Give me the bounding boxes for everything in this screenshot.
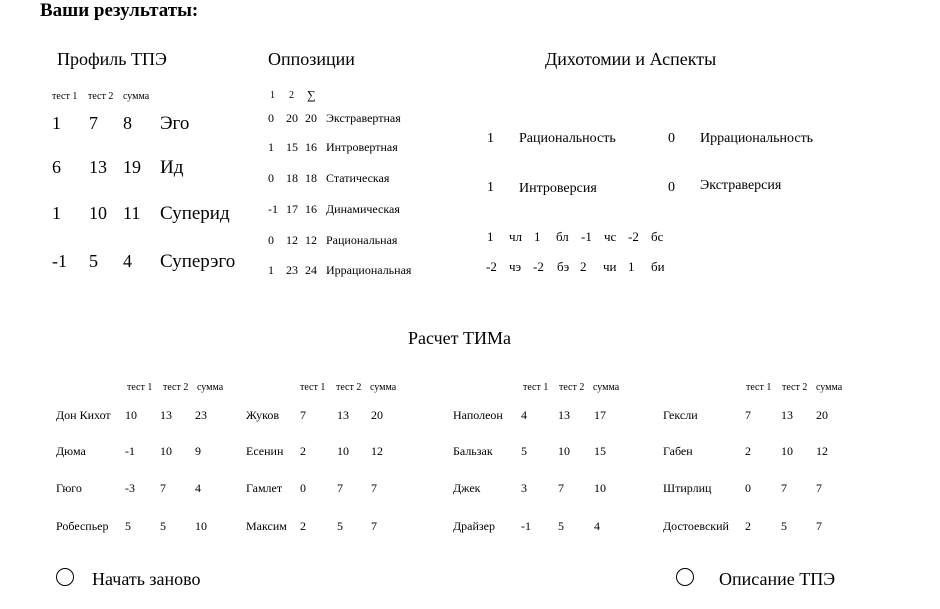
opp-sum-value: 24 bbox=[305, 263, 317, 277]
dichotomy-label: Интроверсия bbox=[519, 181, 597, 196]
opp-label: Динамическая bbox=[326, 202, 400, 216]
opp-col-1: 1 bbox=[270, 90, 275, 101]
opp-label: Статическая bbox=[326, 171, 390, 185]
opp-test2-value: 12 bbox=[286, 233, 298, 247]
dichotomies-heading: Дихотомии и Аспекты bbox=[545, 49, 717, 69]
profile-sum-value: 11 bbox=[123, 203, 141, 223]
opp-test1-value: 0 bbox=[268, 111, 274, 125]
opp-label: Рациональная bbox=[326, 233, 398, 247]
dichotomy-label: Экстраверсия bbox=[700, 178, 782, 193]
tim-type-name: Бальзак bbox=[453, 444, 493, 458]
tim-type-name: Джек bbox=[453, 481, 481, 495]
tim-test1-value: 0 bbox=[300, 481, 306, 495]
tim-col-test1: тест 1 bbox=[300, 382, 326, 393]
opp-test2-value: 20 bbox=[286, 111, 298, 125]
opp-test1-value: -1 bbox=[268, 202, 278, 216]
aspect-name: чл bbox=[509, 229, 523, 244]
oppositions-heading: Оппозиции bbox=[268, 49, 355, 69]
tim-type-name: Дон Кихот bbox=[56, 408, 111, 422]
aspect-value: -2 bbox=[628, 229, 639, 244]
restart-radio[interactable] bbox=[56, 568, 74, 586]
opp-sum-value: 12 bbox=[305, 233, 317, 247]
dichotomy-label: Рациональность bbox=[519, 131, 616, 146]
tim-test2-value: 13 bbox=[781, 408, 793, 422]
tim-test2-value: 7 bbox=[558, 481, 564, 495]
tim-sum-value: 10 bbox=[195, 519, 207, 533]
tim-test2-value: 13 bbox=[558, 408, 570, 422]
tim-col-test1: тест 1 bbox=[746, 382, 772, 393]
profile-test2-value: 7 bbox=[89, 113, 98, 133]
aspect-value: -1 bbox=[581, 229, 592, 244]
tim-type-name: Штирлиц bbox=[663, 481, 712, 495]
tim-sum-value: 7 bbox=[816, 481, 822, 495]
tim-type-name: Габен bbox=[663, 444, 693, 458]
tim-test2-value: 7 bbox=[160, 481, 166, 495]
aspect-name: чи bbox=[603, 259, 617, 274]
tim-sum-value: 12 bbox=[816, 444, 828, 458]
aspect-value: 1 bbox=[487, 229, 494, 244]
tim-type-name: Жуков bbox=[246, 408, 280, 422]
tim-sum-value: 4 bbox=[594, 519, 600, 533]
tim-test1-value: 0 bbox=[745, 481, 751, 495]
aspect-name: би bbox=[651, 259, 665, 274]
aspect-value: 1 bbox=[534, 229, 541, 244]
opp-test1-value: 1 bbox=[268, 140, 274, 154]
profile-sum-value: 4 bbox=[123, 251, 132, 271]
tim-type-name: Есенин bbox=[246, 444, 284, 458]
dichotomy-label: Иррациональность bbox=[700, 131, 814, 146]
tim-col-test2: тест 2 bbox=[163, 382, 189, 393]
opp-test2-value: 17 bbox=[286, 202, 298, 216]
tim-type-name: Дюма bbox=[56, 444, 86, 458]
profile-col-sum: сумма bbox=[123, 91, 150, 102]
profile-test2-value: 10 bbox=[89, 203, 107, 223]
tim-sum-value: 20 bbox=[371, 408, 383, 422]
tim-test1-value: 2 bbox=[300, 519, 306, 533]
profile-function-label: Эго bbox=[160, 113, 190, 134]
opp-sum-value: 16 bbox=[305, 202, 317, 216]
tim-type-name: Наполеон bbox=[453, 408, 503, 422]
opp-test1-value: 1 bbox=[268, 263, 274, 277]
tim-col-sum: сумма bbox=[197, 382, 224, 393]
tim-test2-value: 7 bbox=[337, 481, 343, 495]
tim-test1-value: -3 bbox=[125, 481, 135, 495]
tim-sum-value: 15 bbox=[594, 444, 606, 458]
tim-sum-value: 17 bbox=[594, 408, 606, 422]
tim-test2-value: 10 bbox=[558, 444, 570, 458]
dichotomy-value: 1 bbox=[487, 131, 494, 146]
aspect-value: -2 bbox=[533, 259, 544, 274]
opp-test1-value: 0 bbox=[268, 171, 274, 185]
restart-button[interactable]: Начать заново bbox=[92, 569, 201, 589]
tim-col-test1: тест 1 bbox=[127, 382, 153, 393]
opp-col-2: 2 bbox=[289, 90, 294, 101]
opp-label: Интровертная bbox=[326, 140, 398, 154]
aspect-name: бс bbox=[651, 229, 664, 244]
tim-type-name: Достоевский bbox=[663, 519, 729, 533]
opp-test2-value: 15 bbox=[286, 140, 298, 154]
tim-type-name: Драйзер bbox=[453, 519, 495, 533]
opp-test2-value: 23 bbox=[286, 263, 298, 277]
opp-sum-value: 16 bbox=[305, 140, 317, 154]
profile-test2-value: 5 bbox=[89, 251, 98, 271]
tim-type-name: Гюго bbox=[56, 481, 82, 495]
tim-sum-value: 20 bbox=[816, 408, 828, 422]
profile-heading: Профиль ТПЭ bbox=[57, 49, 167, 69]
tim-sum-value: 7 bbox=[371, 519, 377, 533]
tim-test1-value: 4 bbox=[521, 408, 527, 422]
profile-test1-value: 6 bbox=[52, 157, 61, 177]
tim-test2-value: 5 bbox=[558, 519, 564, 533]
profile-col-test2: тест 2 bbox=[88, 91, 114, 102]
profile-function-label: Суперэго bbox=[160, 251, 236, 272]
tim-sum-value: 9 bbox=[195, 444, 201, 458]
profile-function-label: Суперид bbox=[160, 203, 230, 224]
profile-function-label: Ид bbox=[160, 157, 184, 178]
description-button[interactable]: Описание ТПЭ bbox=[719, 569, 836, 589]
profile-col-test1: тест 1 bbox=[52, 91, 78, 102]
tim-test1-value: 2 bbox=[300, 444, 306, 458]
tim-test1-value: 7 bbox=[300, 408, 306, 422]
tim-sum-value: 23 bbox=[195, 408, 207, 422]
tim-col-sum: сумма bbox=[593, 382, 620, 393]
tim-test2-value: 7 bbox=[781, 481, 787, 495]
page-title: Ваши результаты: bbox=[40, 0, 199, 21]
tim-type-name: Максим bbox=[246, 519, 287, 533]
profile-test1-value: 1 bbox=[52, 113, 61, 133]
tim-test1-value: 7 bbox=[745, 408, 751, 422]
opp-test2-value: 18 bbox=[286, 171, 298, 185]
tim-type-name: Робеспьер bbox=[56, 519, 109, 533]
tim-col-test2: тест 2 bbox=[782, 382, 808, 393]
aspect-value: 2 bbox=[580, 259, 587, 274]
tim-test1-value: -1 bbox=[125, 444, 135, 458]
profile-sum-value: 8 bbox=[123, 113, 132, 133]
tim-test1-value: 2 bbox=[745, 444, 751, 458]
tim-test1-value: -1 bbox=[521, 519, 531, 533]
profile-test1-value: 1 bbox=[52, 203, 61, 223]
tim-test2-value: 13 bbox=[337, 408, 349, 422]
opp-test1-value: 0 bbox=[268, 233, 274, 247]
profile-test2-value: 13 bbox=[89, 157, 107, 177]
tim-test2-value: 10 bbox=[781, 444, 793, 458]
tim-sum-value: 4 bbox=[195, 481, 201, 495]
tim-sum-value: 10 bbox=[594, 481, 606, 495]
description-radio[interactable] bbox=[676, 568, 694, 586]
opp-label: Иррациональная bbox=[326, 263, 412, 277]
profile-test1-value: -1 bbox=[52, 251, 67, 271]
tim-test1-value: 5 bbox=[125, 519, 131, 533]
tim-sum-value: 12 bbox=[371, 444, 383, 458]
tim-test2-value: 13 bbox=[160, 408, 172, 422]
tim-test1-value: 10 bbox=[125, 408, 137, 422]
tim-test1-value: 5 bbox=[521, 444, 527, 458]
aspect-value: 1 bbox=[628, 259, 635, 274]
tim-col-test2: тест 2 bbox=[336, 382, 362, 393]
tim-test1-value: 3 bbox=[521, 481, 527, 495]
aspect-value: -2 bbox=[486, 259, 497, 274]
aspect-name: чс bbox=[604, 229, 617, 244]
aspect-name: чэ bbox=[509, 259, 522, 274]
tim-test2-value: 5 bbox=[160, 519, 166, 533]
tim-test2-value: 5 bbox=[781, 519, 787, 533]
tim-col-sum: сумма bbox=[370, 382, 397, 393]
tim-test2-value: 10 bbox=[160, 444, 172, 458]
opp-sum-value: 18 bbox=[305, 171, 317, 185]
tim-sum-value: 7 bbox=[371, 481, 377, 495]
aspect-name: бл bbox=[556, 229, 569, 244]
tim-test2-value: 10 bbox=[337, 444, 349, 458]
dichotomy-value: 1 bbox=[487, 180, 494, 195]
tim-type-name: Гамлет bbox=[246, 481, 283, 495]
dichotomy-value: 0 bbox=[668, 180, 675, 195]
tim-type-name: Гексли bbox=[663, 408, 698, 422]
tim-col-test2: тест 2 bbox=[559, 382, 585, 393]
tim-test2-value: 5 bbox=[337, 519, 343, 533]
tim-test1-value: 2 bbox=[745, 519, 751, 533]
tim-sum-value: 7 bbox=[816, 519, 822, 533]
opp-sum-value: 20 bbox=[305, 111, 317, 125]
opp-label: Экстравертная bbox=[326, 111, 401, 125]
dichotomy-value: 0 bbox=[668, 131, 675, 146]
profile-sum-value: 19 bbox=[123, 157, 141, 177]
opp-col-sum: ∑ bbox=[307, 88, 316, 102]
tim-col-sum: сумма bbox=[816, 382, 843, 393]
tim-heading: Расчет ТИМа bbox=[408, 328, 512, 348]
tim-col-test1: тест 1 bbox=[523, 382, 549, 393]
aspect-name: бэ bbox=[557, 259, 570, 274]
